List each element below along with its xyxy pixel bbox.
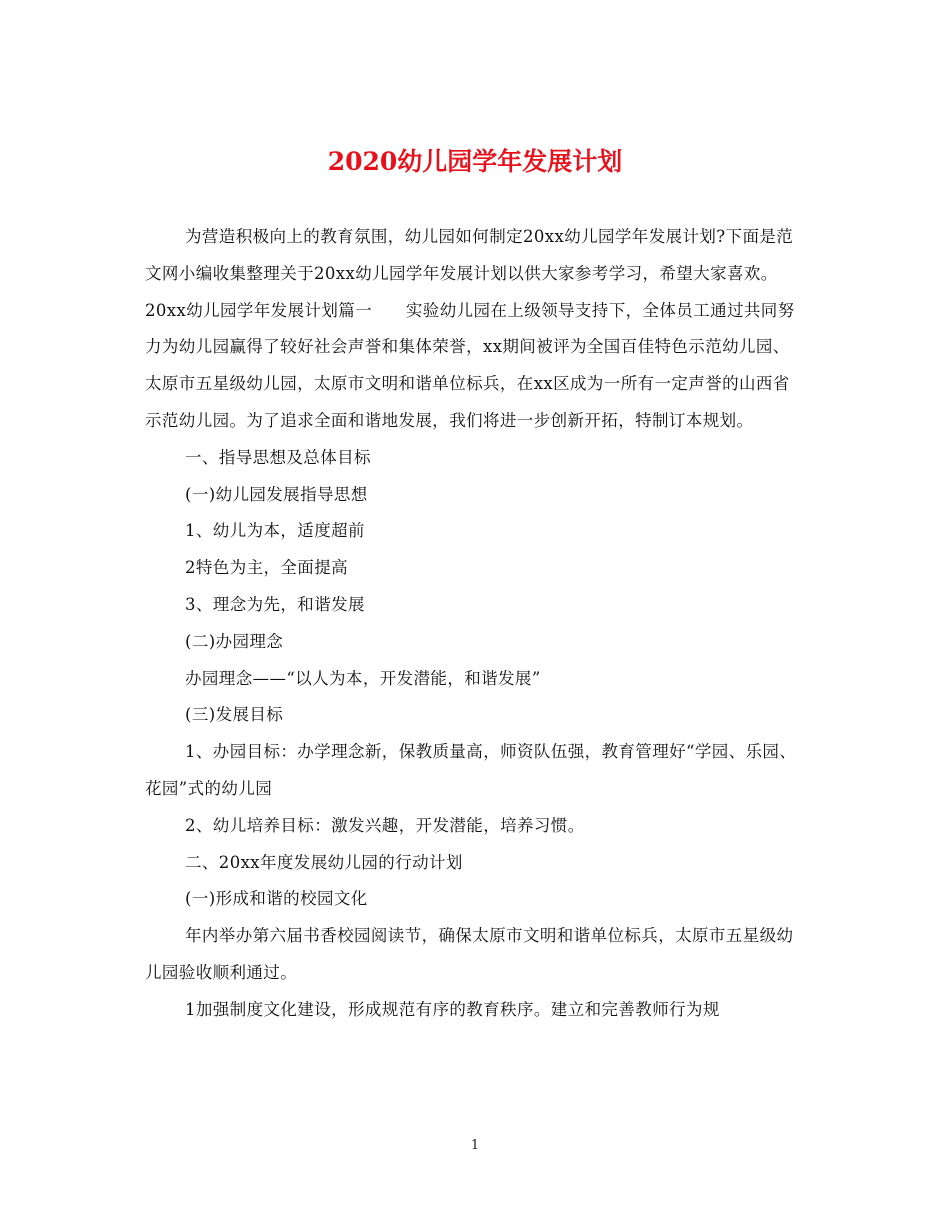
- paragraph-reading-festival: 年内举办第六届书香校园阅读节，确保太原市文明和谐单位标兵，太原市五星级幼儿园验收顺利通过。: [145, 926, 794, 982]
- list-item: 3、理念为先，和谐发展: [185, 594, 365, 614]
- paragraph-philosophy: 办园理念——“以人为本，开发潜能，和谐发展”: [185, 668, 541, 688]
- heading-section-one: 一、指导思想及总体目标: [185, 447, 371, 467]
- paragraph-plan-one: 20xx幼儿园学年发展计划篇一 实验幼儿园在上级领导支持下，全体员工通过共同努力为幼儿园赢得了较好社会声誉和集体荣誉，xx期间被评为全国百佳特色示范幼儿园、太原市五星级幼儿园，太原市文明和谐单位标兵，在xx区成为一所有一定声誉的山西省示范幼儿园。为了追求全面和谐地发展，我们将进一步创新开拓，特制订本规划。: [145, 300, 795, 430]
- heading-campus-culture: (一)形成和谐的校园文化: [185, 889, 368, 909]
- page-number: 1: [470, 1138, 480, 1153]
- list-item: 1、幼儿为本，适度超前: [185, 521, 365, 541]
- document-body: [145, 219, 805, 1029]
- list-item: 1、办园目标：办学理念新，保教质量高，师资队伍强，教育管理好“学园、乐园、花园”式的幼儿园: [145, 742, 797, 798]
- document-title: 2020幼儿园学年发展计划: [327, 147, 623, 176]
- paragraph-intro: 为营造积极向上的教育氛围，幼儿园如何制定20xx幼儿园学年发展计划?下面是范文网小编收集整理关于20xx幼儿园学年发展计划以供大家参考学习，希望大家喜欢。: [145, 227, 794, 283]
- heading-guiding-idea: (一)幼儿园发展指导思想: [185, 484, 368, 504]
- list-item: 2特色为主，全面提高: [185, 558, 348, 578]
- heading-development-goals: (三)发展目标: [185, 705, 284, 725]
- paragraph-system-culture: 1加强制度文化建设，形成规范有序的教育秩序。建立和完善教师行为规: [185, 999, 720, 1019]
- heading-school-philosophy: (二)办园理念: [185, 631, 284, 651]
- list-item: 2、幼儿培养目标：激发兴趣，开发潜能，培养习惯。: [185, 815, 585, 835]
- heading-section-two: 二、20xx年度发展幼儿园的行动计划: [185, 852, 463, 872]
